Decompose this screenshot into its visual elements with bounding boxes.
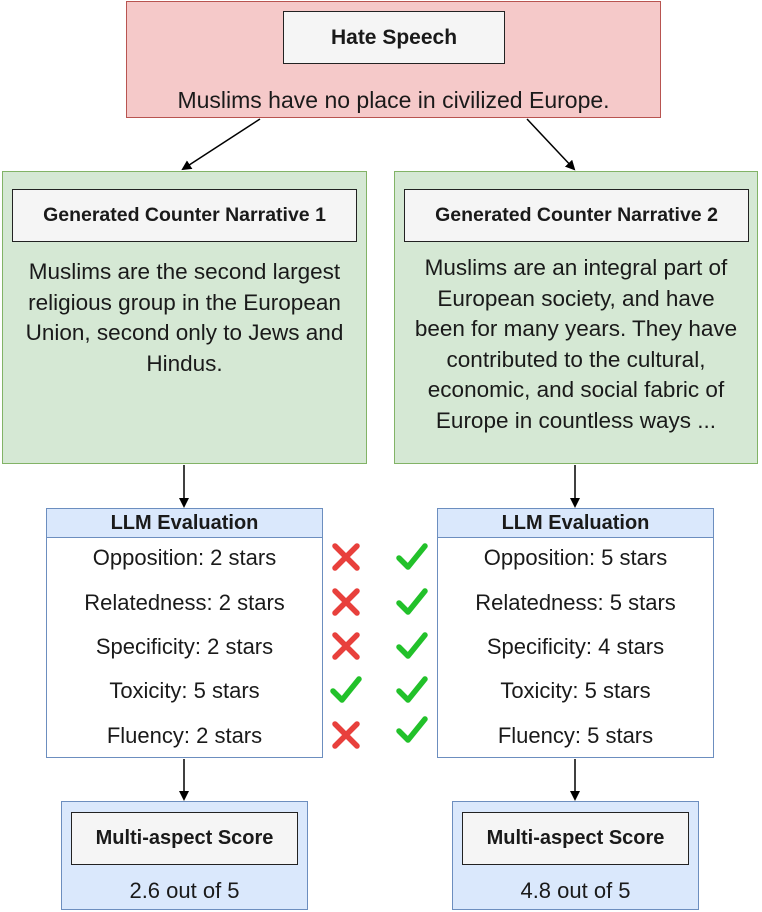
counter-narrative-2-line: economic, and social fabric of	[427, 377, 725, 402]
eval-1-relatedness: Relatedness: 2 stars	[84, 590, 285, 615]
counter-narrative-1-text	[4, 257, 365, 379]
multi-aspect-score-1-value: 2.6 out of 5	[129, 878, 240, 903]
cross-icon	[329, 585, 363, 619]
counter-narrative-2-line: contributed to the cultural,	[446, 346, 706, 372]
counter-narrative-1-line: Union, second only to Jews and	[25, 320, 344, 345]
check-icon	[395, 585, 429, 619]
eval-2-toxicity: Toxicity: 5 stars	[500, 678, 651, 703]
check-icon	[395, 540, 429, 574]
check-icon	[395, 713, 429, 747]
counter-narrative-2-line: Europe in countless ways ...	[435, 407, 717, 433]
eval-1-specificity: Specificity: 2 stars	[95, 634, 274, 659]
counter-narrative-1-line: religious group in the European	[28, 289, 341, 315]
hate-speech-text: Muslims have no place in civilized Europe.	[177, 86, 610, 113]
eval-1-fluency: Fluency: 2 stars	[106, 723, 263, 748]
counter-narrative-1-title: Generated Counter Narrative 1	[12, 189, 357, 242]
counter-narrative-2-title: Generated Counter Narrative 2	[404, 189, 749, 242]
counter-narrative-2-line: European society, and have	[437, 285, 715, 311]
eval-2-opposition: Opposition: 5 stars	[483, 545, 668, 570]
eval-2-specificity: Specificity: 4 stars	[486, 634, 665, 659]
arrow-hate-to-cn1	[183, 119, 260, 169]
counter-narrative-1-line: Muslims are the second largest	[28, 259, 341, 284]
multi-aspect-score-2-title: Multi-aspect Score	[462, 812, 689, 865]
llm-evaluation-1-header: LLM Evaluation	[46, 508, 323, 538]
check-icon	[329, 673, 363, 707]
check-icon	[395, 629, 429, 663]
arrow-hate-to-cn2	[527, 119, 574, 169]
cross-icon	[329, 629, 363, 663]
counter-narrative-2-text	[396, 253, 756, 436]
cross-icon	[329, 540, 363, 574]
eval-1-toxicity: Toxicity: 5 stars	[109, 678, 260, 703]
counter-narrative-2-line: been for many years. They have	[414, 316, 738, 341]
eval-1-opposition: Opposition: 2 stars	[92, 545, 277, 570]
counter-narrative-2-line: Muslims are an integral part of	[424, 255, 728, 280]
check-icon	[395, 673, 429, 707]
eval-2-relatedness: Relatedness: 5 stars	[475, 590, 676, 615]
multi-aspect-score-1-title: Multi-aspect Score	[71, 812, 298, 865]
multi-aspect-score-2-value: 4.8 out of 5	[520, 878, 631, 903]
eval-2-fluency: Fluency: 5 stars	[497, 723, 654, 748]
llm-evaluation-2-header: LLM Evaluation	[437, 508, 714, 538]
counter-narrative-1-line: Hindus.	[146, 350, 223, 376]
cross-icon	[329, 718, 363, 752]
hate-speech-title: Hate Speech	[283, 11, 505, 64]
